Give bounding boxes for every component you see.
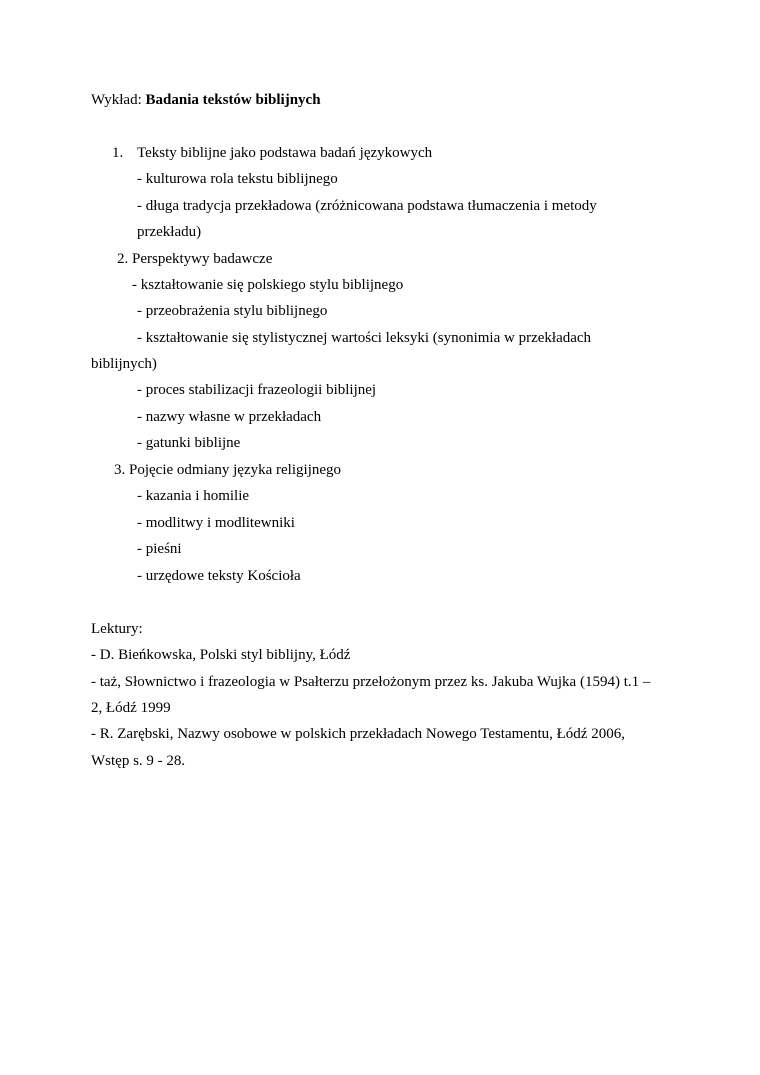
list-item: - proces stabilizacji frazeologii biblijnej <box>137 382 377 398</box>
reading-entry: - R. Zarębski, Nazwy osobowe w polskich przekładach Nowego Testamentu, Łódź 2006, <box>91 726 625 742</box>
reading-entry-continuation: Wstęp s. 9 - 28. <box>91 753 186 769</box>
lecture-title <box>91 91 321 109</box>
lecture-title-label: Wykład: <box>91 92 146 108</box>
list-item: - kulturowa rola tekstu biblijnego <box>137 171 338 187</box>
list-item: - kształtowanie się stylistycznej wartości leksyki (synonimia w przekładach <box>137 330 592 346</box>
list-item: - pieśni <box>137 541 182 557</box>
reading-entry: - taż, Słownictwo i frazeologia w Psałterzu przełożonym przez ks. Jakuba Wujka (1594) t.1 – <box>91 674 651 690</box>
list-item: - modlitwy i modlitewniki <box>137 515 295 531</box>
lecture-title-subject: Badania tekstów biblijnych <box>145 92 321 108</box>
readings-label: Lektury: <box>91 621 143 637</box>
reading-entry-continuation: 2, Łódź 1999 <box>91 700 171 716</box>
list-item: - urzędowe teksty Kościoła <box>137 568 301 584</box>
list-item: - gatunki biblijne <box>137 435 241 451</box>
list-item-continuation: przekładu) <box>137 224 202 240</box>
list-item: - kazania i homilie <box>137 488 250 504</box>
list-item: - nazwy własne w przekładach <box>137 409 322 425</box>
section-2-heading: 2. Perspektywy badawcze <box>117 251 273 267</box>
section-3-heading: 3. Pojęcie odmiany języka religijnego <box>114 462 342 478</box>
list-item: - przeobrażenia stylu biblijnego <box>137 303 328 319</box>
list-item: - długa tradycja przekładowa (zróżnicowana podstawa tłumaczenia i metody <box>137 198 597 214</box>
section-1-number: 1. <box>112 145 124 161</box>
section-1-heading: Teksty biblijne jako podstawa badań językowych <box>137 145 433 161</box>
list-item: - kształtowanie się polskiego stylu biblijnego <box>132 277 404 293</box>
reading-entry: - D. Bieńkowska, Polski styl biblijny, Łódź <box>91 647 351 663</box>
list-item-continuation: biblijnych) <box>91 356 157 372</box>
